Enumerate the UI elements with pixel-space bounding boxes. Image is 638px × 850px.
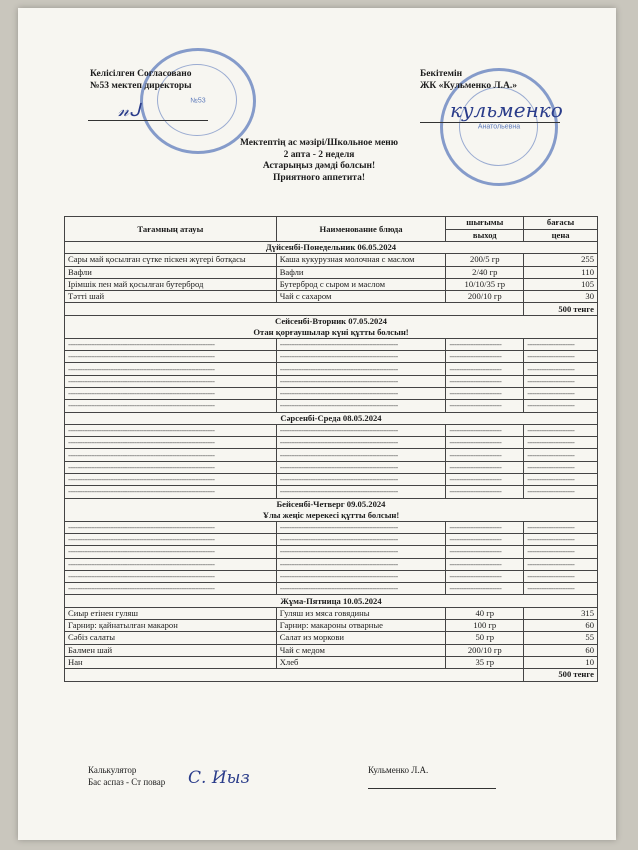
dish-yield: 200/5 гр — [446, 254, 524, 266]
blank-cell: -------------------------------------------------- — [276, 486, 446, 498]
day-subtitle-tuesday: Отан қорғаушылар күні құтты болсын! — [253, 326, 409, 337]
blank-row — [65, 375, 598, 387]
blank-cell: -------------------- — [524, 546, 598, 558]
dish-ru: Салат из моркови — [276, 632, 446, 644]
approval-left-signature-line — [88, 120, 208, 121]
dish-kz: Вафли — [65, 266, 277, 278]
day-header-row — [65, 595, 598, 607]
blank-cell: -------------------- — [524, 437, 598, 449]
table-row — [65, 291, 598, 303]
blank-row — [65, 461, 598, 473]
dish-ru: Гуляш из мяса говядины — [276, 607, 446, 619]
dish-kz: Ірімшік пен май қосылған бутерброд — [65, 278, 277, 290]
table-row — [65, 254, 598, 266]
blank-cell: -------------------- — [524, 521, 598, 533]
menu-title-line-2: 2 апта - 2 неделя — [283, 149, 355, 160]
dish-kz: Гарнир: қайнатылған макарон — [65, 620, 277, 632]
blank-cell: ---------------------- — [446, 583, 524, 595]
dish-kz: Сары май қосылған сүтке піскен жүгері ботқасы — [65, 254, 277, 266]
blank-row — [65, 424, 598, 436]
blank-cell: -------------------------------------------------- — [276, 521, 446, 533]
footer-right-name: Кульменко Л.А. — [368, 765, 429, 775]
blank-cell: ---------------------- — [446, 533, 524, 545]
dish-yield: 100 гр — [446, 620, 524, 632]
blank-cell: -------------------- — [524, 558, 598, 570]
col-header-yield-kz: шығымы — [446, 217, 524, 230]
blank-cell: -------------------------------------------------- — [276, 400, 446, 412]
day-title-monday: Дүйсенбі-Понедельник 06.05.2024 — [65, 242, 598, 254]
dish-ru: Хлеб — [276, 656, 446, 668]
entrepreneur-seal-stamp: Анатольевна — [440, 68, 558, 186]
dish-kz: Тәтті шай — [65, 291, 277, 303]
blank-cell: -------------------------------------------------------------- — [65, 363, 277, 375]
blank-cell: -------------------------------------------------- — [276, 533, 446, 545]
dish-ru: Каша кукурузная молочная с маслом — [276, 254, 446, 266]
blank-cell: ---------------------- — [446, 351, 524, 363]
blank-row — [65, 387, 598, 399]
col-header-kz-name: Тағамның атауы — [65, 217, 277, 242]
dish-kz: Нан — [65, 656, 277, 668]
day-header-row — [65, 412, 598, 424]
dish-price: 315 — [524, 607, 598, 619]
blank-row — [65, 363, 598, 375]
menu-table — [64, 216, 598, 682]
blank-cell: ---------------------- — [446, 521, 524, 533]
blank-row — [65, 583, 598, 595]
day-title-thursday — [65, 498, 598, 521]
blank-cell: -------------------- — [524, 400, 598, 412]
blank-cell: ---------------------- — [446, 338, 524, 350]
dish-yield: 50 гр — [446, 632, 524, 644]
blank-cell: ---------------------- — [446, 461, 524, 473]
approval-left-signature: 𝓃ᒍ — [118, 100, 141, 121]
table-row — [65, 266, 598, 278]
day-total-monday: 500 тенге — [524, 303, 598, 315]
blank-cell: -------------------- — [524, 486, 598, 498]
day-title-thursday-text: Бейсенбі-Четверг 09.05.2024 — [276, 498, 386, 509]
blank-cell: -------------------------------------------------------------- — [65, 474, 277, 486]
day-total-friday: 500 тенге — [524, 669, 598, 681]
day-subtitle-thursday: Ұлы жеңіс мерекесі құтты болсын! — [262, 509, 400, 520]
blank-cell: -------------------- — [524, 570, 598, 582]
approval-left-block — [90, 68, 192, 92]
blank-cell: -------------------- — [524, 424, 598, 436]
dish-ru: Чай с сахаром — [276, 291, 446, 303]
day-title-friday: Жұма-Пятница 10.05.2024 — [65, 595, 598, 607]
blank-cell: -------------------- — [524, 474, 598, 486]
approval-right-line-2: ЖК «Кульменко Л.А.» — [420, 81, 517, 91]
approval-left-line-2: №53 мектеп директоры — [90, 81, 192, 91]
blank-row — [65, 521, 598, 533]
blank-row — [65, 338, 598, 350]
blank-cell: ---------------------- — [446, 570, 524, 582]
approval-right-block — [420, 68, 517, 92]
blank-cell: -------------------------------------------------- — [276, 570, 446, 582]
dish-yield: 10/10/35 гр — [446, 278, 524, 290]
dish-price: 110 — [524, 266, 598, 278]
blank-row — [65, 546, 598, 558]
blank-cell: -------------------- — [524, 583, 598, 595]
approval-right-signature-line — [420, 122, 560, 123]
blank-cell: ---------------------- — [446, 424, 524, 436]
blank-row — [65, 437, 598, 449]
blank-cell: -------------------------------------------------------------- — [65, 351, 277, 363]
total-row — [65, 303, 598, 315]
blank-row — [65, 570, 598, 582]
blank-cell: -------------------------------------------------------------- — [65, 558, 277, 570]
blank-cell: -------------------------------------------------------------- — [65, 424, 277, 436]
blank-cell: -------------------------------------------------------------- — [65, 375, 277, 387]
dish-price: 255 — [524, 254, 598, 266]
blank-cell: -------------------------------------------------------------- — [65, 461, 277, 473]
dish-yield: 200/10 гр — [446, 644, 524, 656]
blank-cell: -------------------- — [524, 375, 598, 387]
blank-cell: -------------------------------------------------------------- — [65, 338, 277, 350]
thursday-blank-rows — [65, 521, 598, 595]
blank-cell: -------------------------------------------------- — [276, 583, 446, 595]
dish-kz: Сиыр етінен гуляш — [65, 607, 277, 619]
col-header-ru-name: Наименование блюда — [276, 217, 446, 242]
blank-cell: ---------------------- — [446, 449, 524, 461]
dish-yield: 35 гр — [446, 656, 524, 668]
blank-cell: -------------------------------------------------- — [276, 546, 446, 558]
blank-cell: -------------------------------------------------- — [276, 474, 446, 486]
blank-cell: -------------------------------------------------------------- — [65, 521, 277, 533]
table-row — [65, 620, 598, 632]
blank-cell: -------------------------------------------------- — [276, 461, 446, 473]
day-title-tuesday-text: Сейсенбі-Вторник 07.05.2024 — [275, 315, 387, 326]
blank-cell: -------------------------------------------------------------- — [65, 400, 277, 412]
dish-price: 60 — [524, 644, 598, 656]
table-row — [65, 632, 598, 644]
table-row — [65, 656, 598, 668]
day-header-row — [65, 315, 598, 338]
blank-cell: ---------------------- — [446, 375, 524, 387]
footer-left-line-2: Бас аспаз - Ст повар — [88, 777, 166, 787]
blank-cell: -------------------------------------------------------------- — [65, 449, 277, 461]
blank-cell: -------------------------------------------------- — [276, 437, 446, 449]
table-header-row-1 — [65, 217, 598, 230]
menu-title-line-4: Приятного аппетита! — [272, 172, 365, 183]
blank-cell: -------------------- — [524, 533, 598, 545]
dish-price: 10 — [524, 656, 598, 668]
blank-row — [65, 474, 598, 486]
blank-cell: -------------------------------------------------------------- — [65, 546, 277, 558]
blank-row — [65, 449, 598, 461]
blank-row — [65, 351, 598, 363]
approval-left-line-1: Келісілген Согласовано — [90, 69, 192, 79]
blank-cell: -------------------------------------------------- — [276, 558, 446, 570]
blank-cell: ---------------------- — [446, 387, 524, 399]
col-header-yield-ru: выход — [446, 229, 524, 242]
blank-cell: -------------------- — [524, 387, 598, 399]
blank-cell: -------------------------------------------------- — [276, 351, 446, 363]
blank-cell: ---------------------- — [446, 558, 524, 570]
col-header-price-kz: бағасы — [524, 217, 598, 230]
footer-right-signature-line — [368, 788, 496, 789]
menu-title-line-1: Мектептің ас мәзірі/Школьное меню — [239, 138, 399, 148]
table-row — [65, 278, 598, 290]
menu-title-line-3: Астарыңыз дәмді болсын! — [262, 161, 376, 171]
blank-cell: -------------------- — [524, 338, 598, 350]
blank-cell: -------------------------------------------------- — [276, 363, 446, 375]
dish-price: 30 — [524, 291, 598, 303]
approval-right-line-1: Бекітемін — [420, 69, 463, 79]
dish-yield: 200/10 гр — [446, 291, 524, 303]
total-row — [65, 669, 598, 681]
dish-price: 105 — [524, 278, 598, 290]
day-header-row — [65, 498, 598, 521]
blank-cell: -------------------------------------------------------------- — [65, 437, 277, 449]
cook-signature: С. Иыз — [188, 768, 250, 788]
menu-title — [0, 138, 638, 184]
blank-cell: -------------------- — [524, 449, 598, 461]
day-title-wednesday: Сәрсенбі-Среда 08.05.2024 — [65, 412, 598, 424]
blank-row — [65, 400, 598, 412]
blank-cell: ---------------------- — [446, 437, 524, 449]
dish-ru: Вафли — [276, 266, 446, 278]
approval-right-signature: кульменко — [450, 98, 563, 122]
blank-cell: ---------------------- — [446, 474, 524, 486]
dish-price: 55 — [524, 632, 598, 644]
dish-kz: Сәбіз салаты — [65, 632, 277, 644]
blank-cell: -------------------------------------------------------------- — [65, 570, 277, 582]
col-header-price-ru: цена — [524, 229, 598, 242]
blank-cell: -------------------- — [524, 461, 598, 473]
table-row — [65, 607, 598, 619]
blank-cell: -------------------------------------------------- — [276, 338, 446, 350]
tuesday-blank-rows — [65, 338, 598, 412]
blank-row — [65, 558, 598, 570]
blank-cell: ---------------------- — [446, 546, 524, 558]
wednesday-blank-rows — [65, 424, 598, 498]
blank-cell: ---------------------- — [446, 486, 524, 498]
blank-cell: -------------------- — [524, 351, 598, 363]
blank-cell: -------------------------------------------------------------- — [65, 387, 277, 399]
school-seal-stamp: №53 — [140, 48, 256, 154]
blank-cell: -------------------------------------------------- — [276, 449, 446, 461]
day-title-tuesday — [65, 315, 598, 338]
dish-yield: 40 гр — [446, 607, 524, 619]
blank-row — [65, 486, 598, 498]
blank-cell: -------------------------------------------------------------- — [65, 533, 277, 545]
dish-price: 60 — [524, 620, 598, 632]
blank-row — [65, 533, 598, 545]
day-header-row — [65, 242, 598, 254]
dish-ru: Чай с медом — [276, 644, 446, 656]
blank-cell: -------------------------------------------------------------- — [65, 486, 277, 498]
dish-ru: Бутерброд с сыром и маслом — [276, 278, 446, 290]
blank-cell: ---------------------- — [446, 363, 524, 375]
blank-cell: -------------------------------------------------- — [276, 424, 446, 436]
blank-cell: -------------------------------------------------- — [276, 387, 446, 399]
table-row — [65, 644, 598, 656]
blank-cell: -------------------------------------------------------------- — [65, 583, 277, 595]
dish-yield: 2/40 гр — [446, 266, 524, 278]
footer-left — [88, 764, 165, 788]
dish-ru: Гарнир: макароны отварные — [276, 620, 446, 632]
blank-cell: ---------------------- — [446, 400, 524, 412]
blank-cell: -------------------------------------------------- — [276, 375, 446, 387]
footer-left-line-1: Калькулятор — [88, 765, 137, 775]
dish-kz: Балмен шай — [65, 644, 277, 656]
blank-cell: -------------------- — [524, 363, 598, 375]
